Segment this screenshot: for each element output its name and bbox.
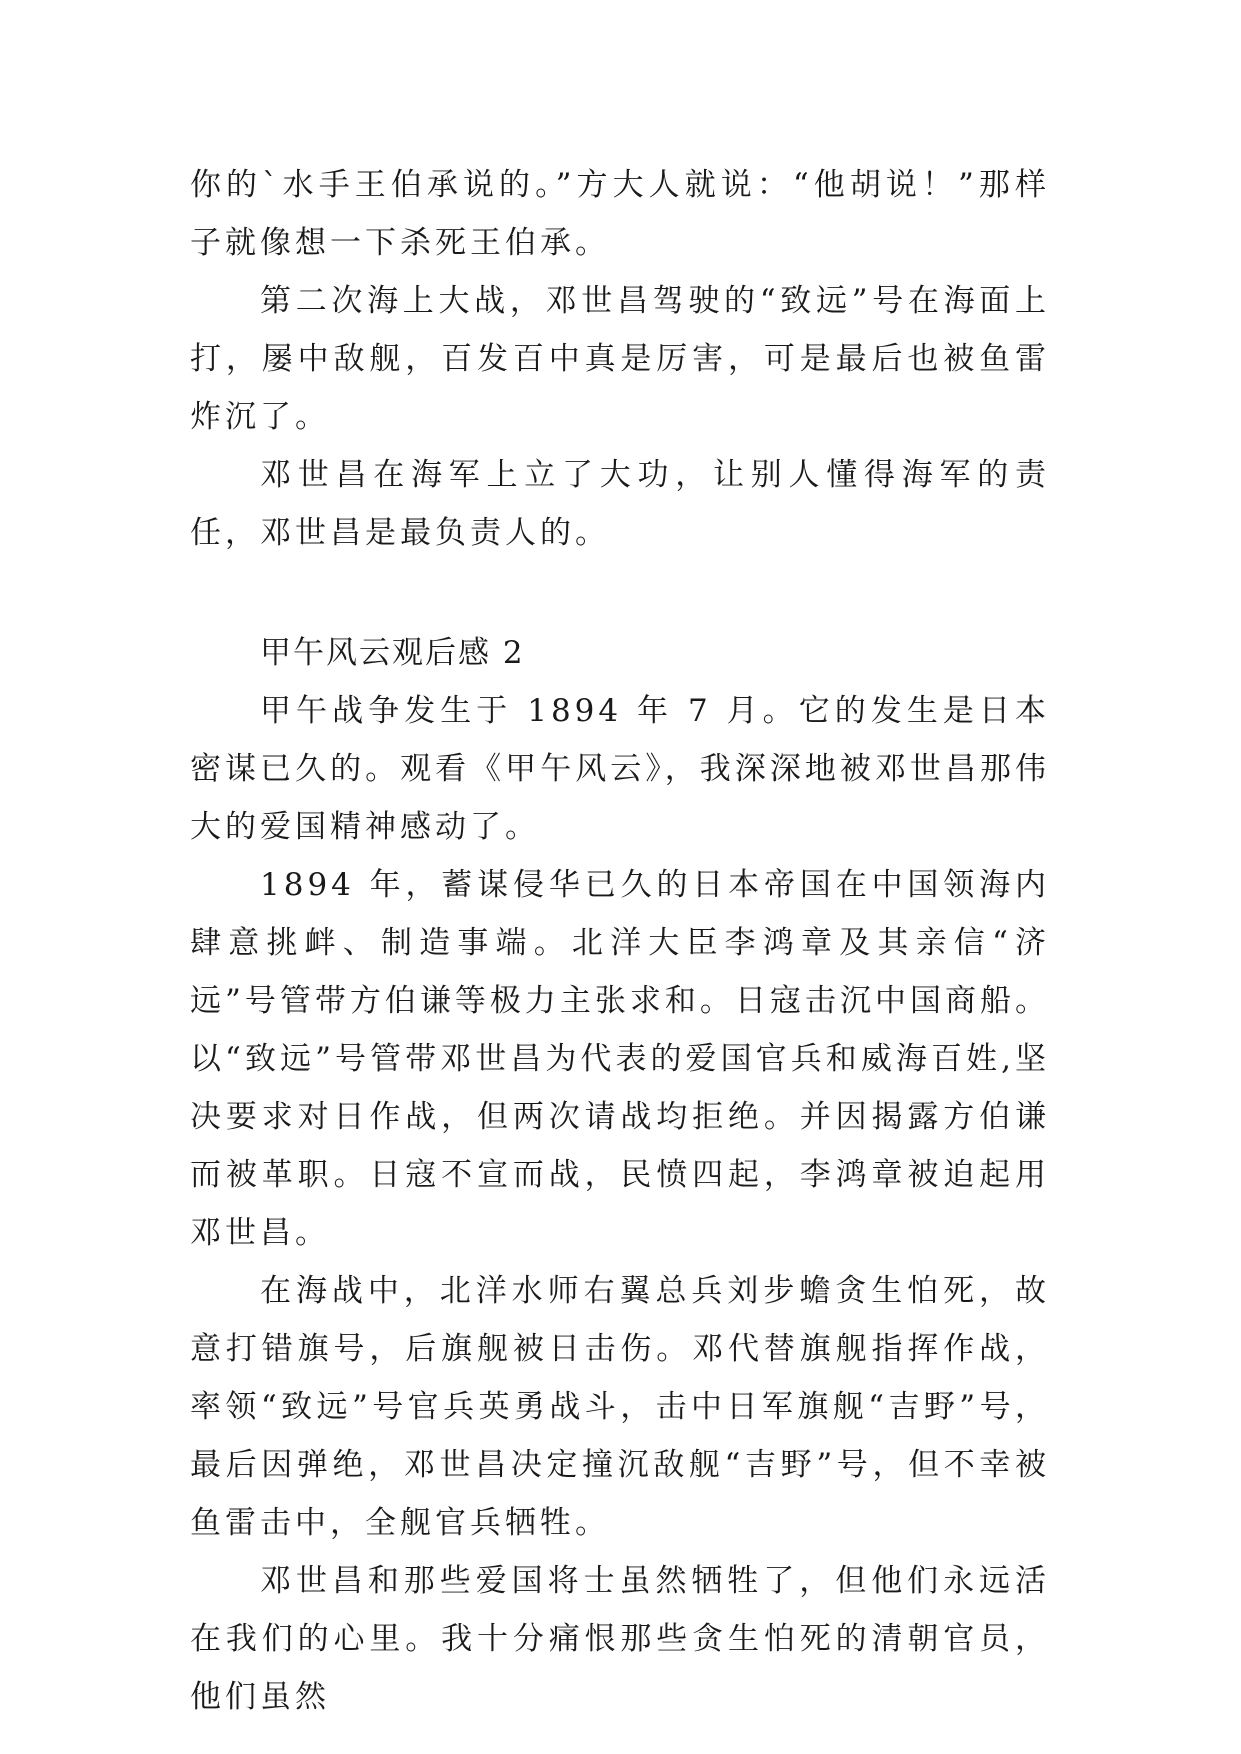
paragraph: 邓世昌和那些爱国将士虽然牺牲了，但他们永远活在我们的心里。我十分痛恨那些贪生怕死的清朝官员，他们虽然	[190, 1563, 1050, 1715]
paragraph: 邓世昌在海军上立了大功，让别人懂得海军的责任，邓世昌是最负责人的。	[190, 457, 1050, 551]
paragraph: 在海战中，北洋水师右翼总兵刘步蟾贪生怕死，故意打错旗号，后旗舰被日击伤。邓代替旗舰指挥作战，率领“致远”号官兵英勇战斗，击中日军旗舰“吉野”号，最后因弹绝，邓世昌决定撞沉敌舰“吉野”号，但不幸被鱼雷击中，全舰官兵牺牲。	[190, 1273, 1050, 1541]
paragraph: 1894 年，蓄谋侵华已久的日本帝国在中国领海内肆意挑衅、制造事端。北洋大臣李鸿章及其亲信“济远”号管带方伯谦等极力主张求和。日寇击沉中国商船。以“致远”号管带邓世昌为代表的爱国官兵和威海百姓,坚决要求对日作战，但两次请战均拒绝。并因揭露方伯谦而被革职。日寇不宣而战，民愤四起，李鸿章被迫起用邓世昌。	[190, 867, 1050, 1251]
paragraph-continuation: 你的`水手王伯承说的。”方大人就说：“他胡说！”那样子就像想一下杀死王伯承。	[190, 167, 1050, 261]
document-body	[190, 156, 1050, 1726]
paragraph: 第二次海上大战，邓世昌驾驶的“致远”号在海面上打，屡中敌舰，百发百中真是厉害，可是最后也被鱼雷炸沉了。	[190, 283, 1050, 435]
paragraph: 甲午战争发生于 1894 年 7 月。它的发生是日本密谋已久的。观看《甲午风云》，我深深地被邓世昌那伟大的爱国精神感动了。	[190, 693, 1050, 845]
section-title: 甲午风云观后感 2	[260, 635, 525, 671]
section-spacer	[190, 562, 1050, 624]
